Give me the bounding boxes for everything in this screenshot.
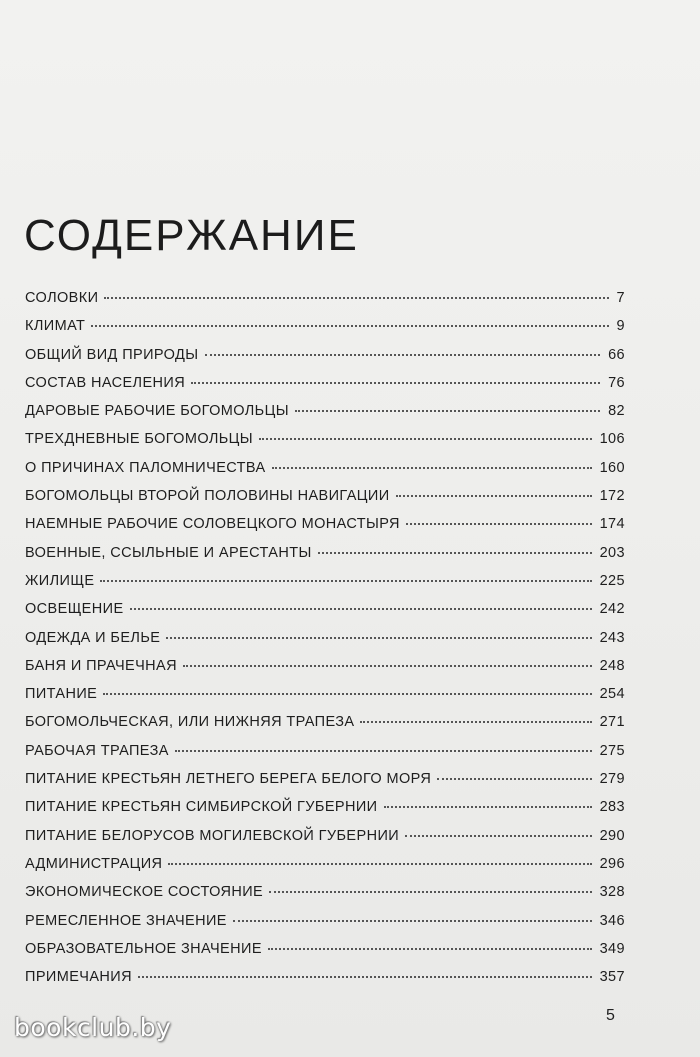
toc-entry	[25, 567, 625, 595]
toc-entry-page: 243	[599, 629, 625, 646]
dot-leader	[268, 948, 592, 950]
toc-entry-page: 349	[599, 940, 625, 957]
toc-entry-title: ОДЕЖДА И БЕЛЬЕ	[25, 629, 161, 646]
toc-entry-page: 172	[599, 488, 625, 505]
toc-entry-page: 254	[599, 686, 625, 703]
dot-leader	[103, 693, 591, 695]
toc-entry-page: 225	[599, 572, 625, 589]
toc-entry-page: 296	[599, 855, 625, 872]
dot-leader	[175, 750, 592, 752]
toc-entry-page: 275	[599, 742, 625, 759]
watermark-logo: bookclub.by	[14, 1013, 172, 1042]
dot-leader	[233, 920, 592, 922]
toc-entry-page: 290	[599, 827, 625, 844]
toc-entry	[25, 737, 625, 765]
toc-entry-page: 82	[608, 403, 625, 420]
toc-entry-page: 271	[599, 714, 625, 731]
toc-entry-page: 106	[599, 431, 625, 448]
toc-entry-page: 7	[616, 290, 625, 306]
toc-entry-page: 279	[599, 771, 625, 788]
toc-entry	[25, 397, 625, 425]
toc-entry-title: ДАРОВЫЕ РАБОЧИЕ БОГОМОЛЬЦЫ	[25, 403, 289, 420]
toc-entry-title: ПРИМЕЧАНИЯ	[25, 969, 132, 986]
dot-leader	[130, 608, 592, 610]
dot-leader	[360, 721, 591, 723]
toc-entry-title: КЛИМАТ	[25, 318, 86, 335]
dot-leader	[205, 354, 601, 356]
toc-entry	[25, 341, 625, 369]
toc-entry-page: 76	[608, 374, 625, 391]
toc-entry	[25, 595, 625, 623]
toc-entry-title: ПИТАНИЕ КРЕСТЬЯН ЛЕТНЕГО БЕРЕГА БЕЛОГО МОРЯ	[25, 771, 432, 788]
toc-entry-title: ТРЕХДНЕВНЫЕ БОГОМОЛЬЦЫ	[25, 431, 254, 448]
toc-entry-page: 357	[599, 969, 625, 986]
dot-leader	[91, 325, 608, 327]
toc-entry-title: ВОЕННЫЕ, ССЫЛЬНЫЕ И АРЕСТАНТЫ	[25, 544, 312, 561]
toc-entry	[25, 539, 625, 567]
dot-leader	[191, 382, 600, 384]
dot-leader	[183, 665, 592, 667]
toc-entry-title: ОБРАЗОВАТЕЛЬНОЕ ЗНАЧЕНИЕ	[25, 940, 262, 957]
dot-leader	[384, 806, 592, 808]
toc-entry-title: О ПРИЧИНАХ ПАЛОМНИЧЕСТВА	[25, 459, 266, 476]
toc-entry-title: ОСВЕЩЕНИЕ	[25, 601, 124, 618]
dot-leader	[272, 467, 592, 469]
toc-entry-title: АДМИНИСТРАЦИЯ	[25, 855, 163, 872]
toc-entry-title: СОЛОВКИ	[25, 290, 99, 306]
dot-leader	[138, 976, 592, 978]
toc-entry	[25, 963, 625, 991]
toc-entry-title: ОБЩИЙ ВИД ПРИРОДЫ	[25, 346, 199, 363]
toc-entry-title: ЭКОНОМИЧЕСКОЕ СОСТОЯНИЕ	[25, 884, 264, 901]
dot-leader	[396, 495, 592, 497]
toc-entry	[25, 793, 625, 821]
toc-entry	[25, 850, 625, 878]
dot-leader	[295, 410, 600, 412]
toc-entry-page: 242	[599, 601, 625, 618]
toc-entry	[25, 624, 625, 652]
toc-entry	[25, 369, 625, 397]
toc-entry-title: ПИТАНИЕ КРЕСТЬЯН СИМБИРСКОЙ ГУБЕРНИИ	[25, 799, 378, 816]
toc-entry-title: БОГОМОЛЬЦЫ ВТОРОЙ ПОЛОВИНЫ НАВИГАЦИИ	[25, 488, 390, 505]
toc-entry-page: 9	[616, 318, 625, 335]
toc-entry-title: ПИТАНИЕ БЕЛОРУСОВ МОГИЛЕВСКОЙ ГУБЕРНИИ	[25, 827, 400, 844]
toc-entry	[25, 878, 625, 906]
toc-entry-page: 203	[599, 544, 625, 561]
toc-entry	[25, 482, 625, 510]
dot-leader	[318, 552, 592, 554]
toc-entry	[25, 312, 625, 340]
toc-entry-page: 248	[599, 657, 625, 674]
dot-leader	[437, 778, 591, 780]
toc-entry	[25, 708, 625, 736]
toc-entry-page: 328	[599, 884, 625, 901]
dot-leader	[405, 835, 592, 837]
toc-entry	[25, 425, 625, 453]
toc-entry-title: РАБОЧАЯ ТРАПЕЗА	[25, 742, 169, 759]
toc-entry-title: ЖИЛИЩЕ	[25, 572, 95, 589]
toc-entry	[25, 284, 625, 312]
page-number: 5	[606, 1007, 615, 1024]
dot-leader	[269, 891, 591, 893]
toc-entry-title: ПИТАНИЕ	[25, 686, 98, 703]
dot-leader	[100, 580, 591, 582]
toc-entry	[25, 765, 625, 793]
toc-entry-title: СОСТАВ НАСЕЛЕНИЯ	[25, 374, 186, 391]
page-title: СОДЕРЖАНИЕ	[24, 211, 359, 260]
toc-entry	[25, 652, 625, 680]
toc-entry	[25, 822, 625, 850]
toc-entry	[25, 510, 625, 538]
toc-entry	[25, 454, 625, 482]
toc-entry-title: БАНЯ И ПРАЧЕЧНАЯ	[25, 657, 177, 674]
dot-leader	[406, 523, 592, 525]
toc-entry-page: 160	[599, 459, 625, 476]
toc-entry	[25, 935, 625, 963]
toc-entry-page: 174	[599, 516, 625, 533]
dot-leader	[259, 438, 592, 440]
toc-entry-page: 66	[608, 346, 625, 363]
toc-entry-title: БОГОМОЛЬЧЕСКАЯ, ИЛИ НИЖНЯЯ ТРАПЕЗА	[25, 714, 355, 731]
toc-entry-title: РЕМЕСЛЕННОЕ ЗНАЧЕНИЕ	[25, 912, 227, 929]
toc-entry	[25, 680, 625, 708]
toc-entry	[25, 907, 625, 935]
dot-leader	[104, 297, 608, 299]
toc-entry-page: 283	[599, 799, 625, 816]
toc-entry-page: 346	[599, 912, 625, 929]
table-of-contents	[25, 284, 625, 991]
dot-leader	[166, 637, 591, 639]
toc-entry-title: НАЕМНЫЕ РАБОЧИЕ СОЛОВЕЦКОГО МОНАСТЫРЯ	[25, 516, 400, 533]
dot-leader	[168, 863, 591, 865]
